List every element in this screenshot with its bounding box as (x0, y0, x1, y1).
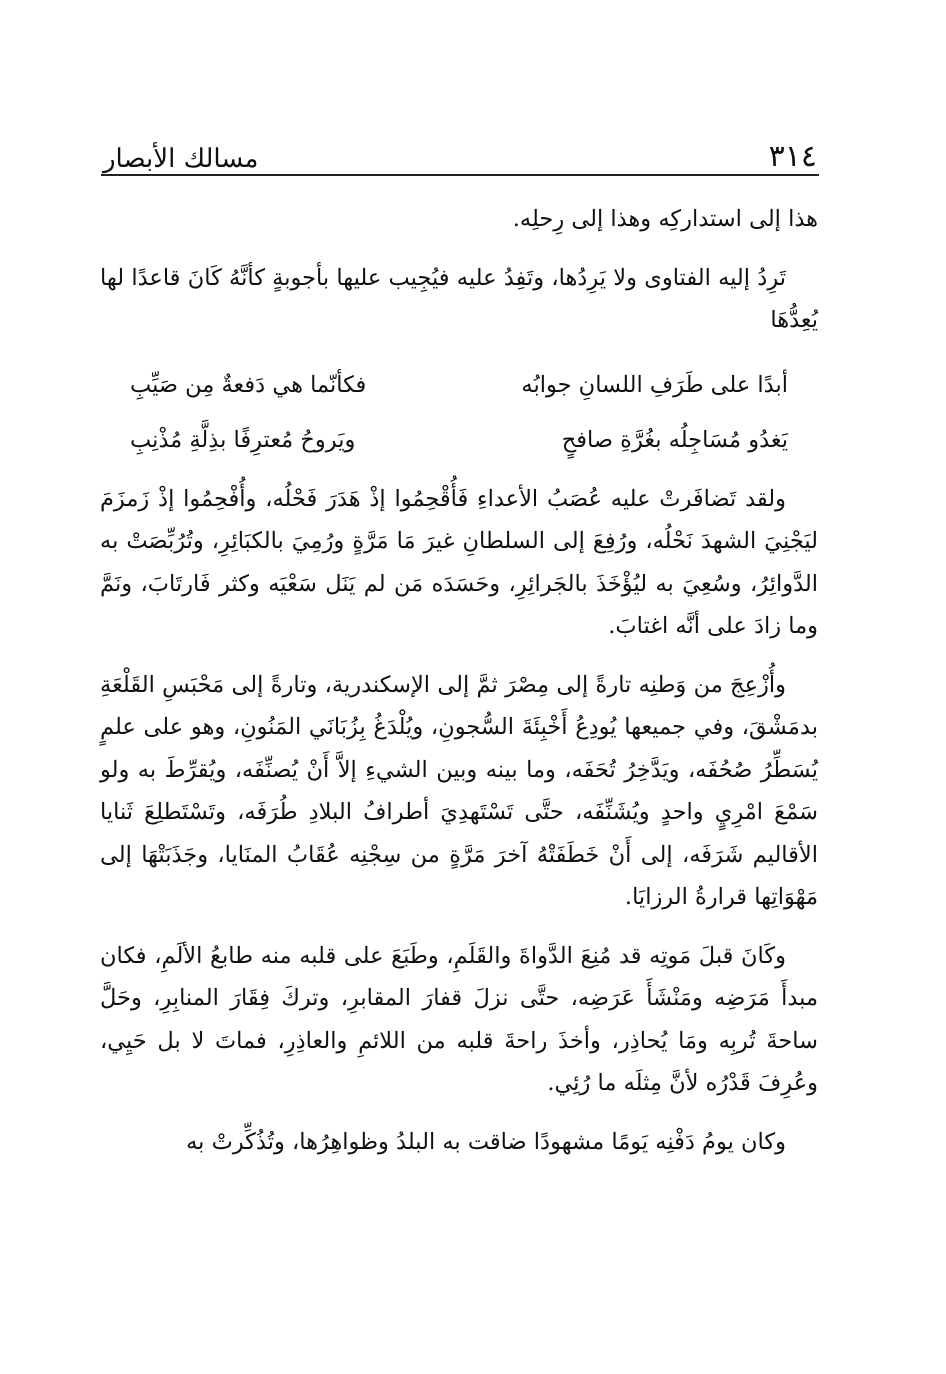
page-number: ٣١٤ (768, 139, 817, 174)
verse-1-first-hemistich: أبدًا على طَرَفِ اللسانِ جوابُه (521, 372, 788, 398)
page-header (103, 128, 817, 174)
paragraph-4: وأُزْعِجَ من وَطنِه تارةً إلى مِصْرَ ثمَّ إلى الإسكندرية، وتارةً إلى مَحْبَسِ القَلْعَةِ بدمَشْقَ، وفي جميعها يُودِعُ أَخْبِئَةَ السُّجونِ، ويُلْدَغُ بِزُبَانَي المَنُونِ، وهو على علمٍ يُسَطِّرُ صُحُفَه، ويَدَّخِرُ تُحَفَه، وما بينه وبين الشيءِ إلاَّ أَنْ يُصنِّفَه، ويُقرِّطَ به ولو سَمْعَ امْرِيٍ واحدٍ ويُشَنِّفَه، حتَّى تَسْتَهدِيَ أطرافُ البلادِ طُرَفَه، وتَسْتَطلِعَ ثَنايا الأقاليم شَرَفَه، إلى أَنْ خَطَفَتْهُ آخرَ مَرَّةٍ من سِجْنِه عُقَابُ المنَايا، وجَذَبَتْهَا إلى مَهْوَاتِها قرارةُ الرزايَا. (100, 671, 818, 910)
paragraph-5: وكَانَ قبلَ مَوتِه قد مُنِعَ الدَّواةَ والقَلَمِ، وطَبَعَ على قلبه منه طابعُ الألَمِ، فكان مبدأَ مَرَضِه ومَنْشَأَ عَرَضِه، حتَّى نزلَ قفارَ المقابرِ، وتركَ فِقَارَ المنابِرِ، وحَلَّ ساحةَ تُربِه ومَا يُحاذِر، وأخذَ راحةَ قلبه من اللائمِ والعاذِرِ، فماتَ لا بل حَيِي، وعُرِفَ قَدْرُه لأنَّ مِثلَه ما رُئِي. (100, 942, 818, 1096)
paragraph-3: ولقد تَضافَرتْ عليه عُصَبُ الأعداءِ فَأُقْحِمُوا إذْ هَدَرَ فَحْلُه، وأُفْحِمُوا إذْ زَمزَمَ ليَجْنِيَ الشهدَ نَحْلُه، ورُفِعَ إلى السلطانِ غيرَ مَا مَرَّةٍ ورُمِيَ بالكبَائِرِ، وتُرُبِّصَتْ به الدَّوائِرُ، وسُعِيَ به ليُؤْخَذَ بالجَرائِرِ، وحَسَدَه مَن لم يَنَل سَعْيَه وكثر فَارتَابَ، ونَمَّ وما زادَ على أنَّه اغتابَ. (100, 485, 818, 639)
verse-1-second-hemistich: فكأنّما هي دَفعةٌ مِن صَيِّبِ (130, 372, 367, 398)
header-rule (101, 174, 819, 176)
verse-2-first-hemistich: يَغدُو مُسَاجِلُه بغُرَّةِ صافحٍ (561, 427, 788, 453)
verse-2-second-hemistich: ويَروحُ مُعترِفًا بذِلَّةِ مُذْنِبِ (130, 427, 356, 453)
paragraph-2: تَرِدُ إليه الفتاوى ولا يَرِدُها، وتَفِدُ عليه فيُجِيب عليها بأجوبةٍ كأنَّهُ كَانَ قاعدًا لها يُعِدُّهَا (100, 264, 818, 333)
verse-line-2 (100, 413, 818, 468)
paragraph-1: هذا إلى استداركِه وهذا إلى رِحلِه. (512, 206, 818, 232)
paragraph-6: وكان يومُ دَفْنِه يَومًا مشهودًا ضاقت به البلدُ وظواهِرُها، وتُذُكِّرتْ به (186, 1128, 786, 1155)
page-body (100, 198, 818, 1179)
verse-line-1 (100, 358, 818, 413)
poem-verse (100, 358, 818, 468)
running-title: مسالك الأبصار (103, 144, 259, 174)
